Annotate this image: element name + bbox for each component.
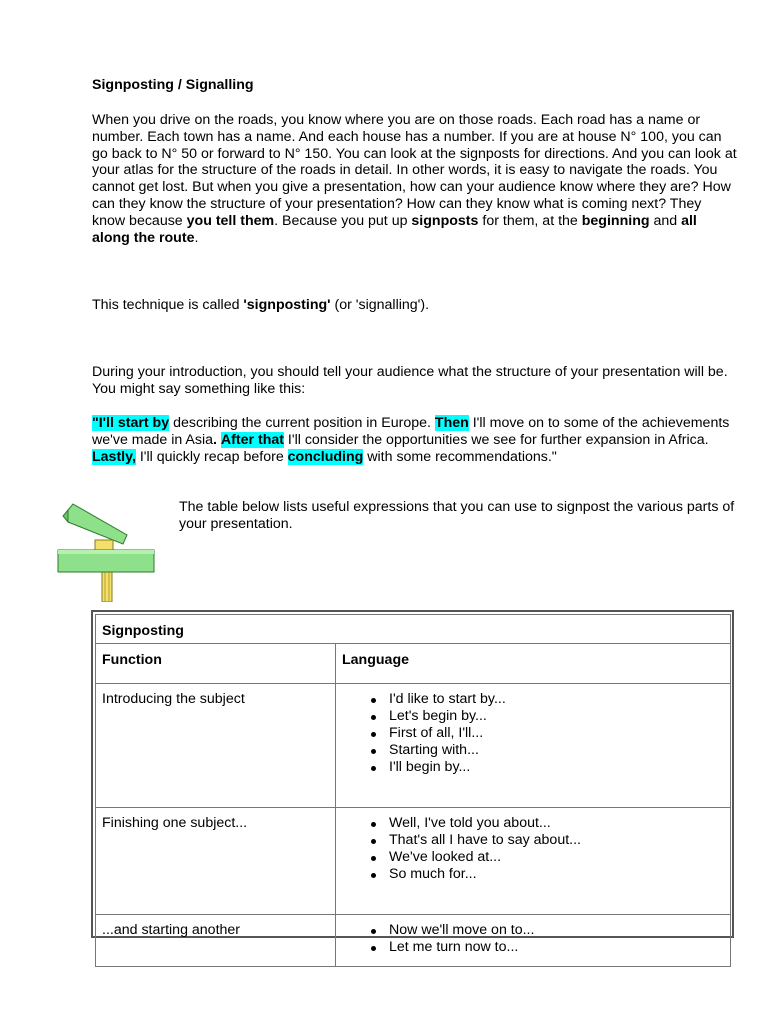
signpost-icon: [55, 502, 157, 602]
function-cell: Introducing the subject: [96, 684, 336, 808]
example-text: I'll consider the opportunities we see for further expansion in Africa.: [283, 431, 709, 448]
table-row: [96, 808, 731, 915]
highlight-phrase: Lastly,: [92, 448, 136, 465]
p1-text: for them, at the: [478, 212, 582, 229]
function-cell: Finishing one subject...: [96, 808, 336, 915]
highlight-phrase: After that: [220, 431, 284, 448]
highlight-phrase: Then: [434, 415, 469, 431]
p1-bold: signposts: [411, 212, 479, 229]
table-header-row: [96, 644, 731, 684]
list-item: I'd like to start by...: [336, 691, 730, 708]
p1-bold: all along the route: [92, 212, 697, 246]
list-item: That's all I have to say about...: [336, 832, 730, 849]
example-text: with some recommendations.": [363, 448, 557, 465]
list-item: Now we'll move on to...: [336, 922, 730, 939]
p1-text: .: [194, 229, 199, 246]
table-row: [96, 915, 731, 967]
header-language: Language: [336, 644, 731, 684]
signposting-table: [91, 610, 734, 955]
list-item: Let me turn now to...: [336, 939, 730, 956]
intro-paragraph: [92, 112, 737, 246]
p2-bold: 'signposting': [243, 297, 331, 313]
p2-text: This technique is called: [92, 297, 244, 313]
list-item: I'll begin by...: [336, 759, 730, 776]
example-quote: [92, 415, 737, 465]
table-caption: Signposting: [96, 615, 731, 644]
header-function: Function: [96, 644, 336, 684]
expression-list: [336, 815, 730, 883]
example-text: describing the current position in Europe.: [169, 415, 435, 431]
page-title: Signposting / Signalling: [92, 77, 254, 93]
list-item: So much for...: [336, 866, 730, 883]
table-row: [96, 684, 731, 808]
introduction-paragraph: During your introduction, you should tell your audience what the structure of your presentation will be. You might say something like this:: [92, 364, 728, 397]
p1-text: . Because you put up: [274, 212, 412, 229]
highlight-phrase: concluding: [287, 448, 364, 465]
p2-text: (or 'signalling').: [330, 297, 430, 313]
technique-paragraph: [92, 297, 737, 314]
p1-bold: beginning: [581, 212, 650, 229]
expression-list: [336, 691, 730, 776]
language-cell: [336, 684, 731, 808]
language-cell: [336, 915, 731, 967]
language-cell: [336, 808, 731, 915]
list-item: Let's begin by...: [336, 708, 730, 725]
example-text: I'll quickly recap before: [135, 448, 288, 465]
table-intro-paragraph: The table below lists useful expressions that you can use to signpost the various parts of your presentation.: [179, 499, 735, 532]
example-dot: .: [213, 431, 217, 448]
list-item: Starting with...: [336, 742, 730, 759]
expression-list: [336, 922, 730, 956]
function-cell: ...and starting another: [96, 915, 336, 967]
list-item: We've looked at...: [336, 849, 730, 866]
highlight-phrase: "I'll start by: [92, 415, 170, 431]
example-text: I'll move on to some of the achievements we've made in Asia: [92, 415, 730, 448]
p1-text: When you drive on the roads, you know where you are on those roads. Each road has a name or number. Each town has a name. And each house has a number. If you are at house N° 100, you can go back to N° 50 or forward to N° 150. You can look at the signposts for directions. And you can look at your atlas for the structure of the roads in detail. In other words, it is easy to navigate the roads. You cannot get lost. But when you give a presentation, how can your audience know where they are? How can they know the structure of your presentation? How can they know what is coming next? They know because: [92, 112, 737, 229]
list-item: Well, I've told you about...: [336, 815, 730, 832]
p1-text: and: [649, 212, 682, 229]
list-item: First of all, I'll...: [336, 725, 730, 742]
p1-bold: you tell them: [186, 212, 275, 229]
